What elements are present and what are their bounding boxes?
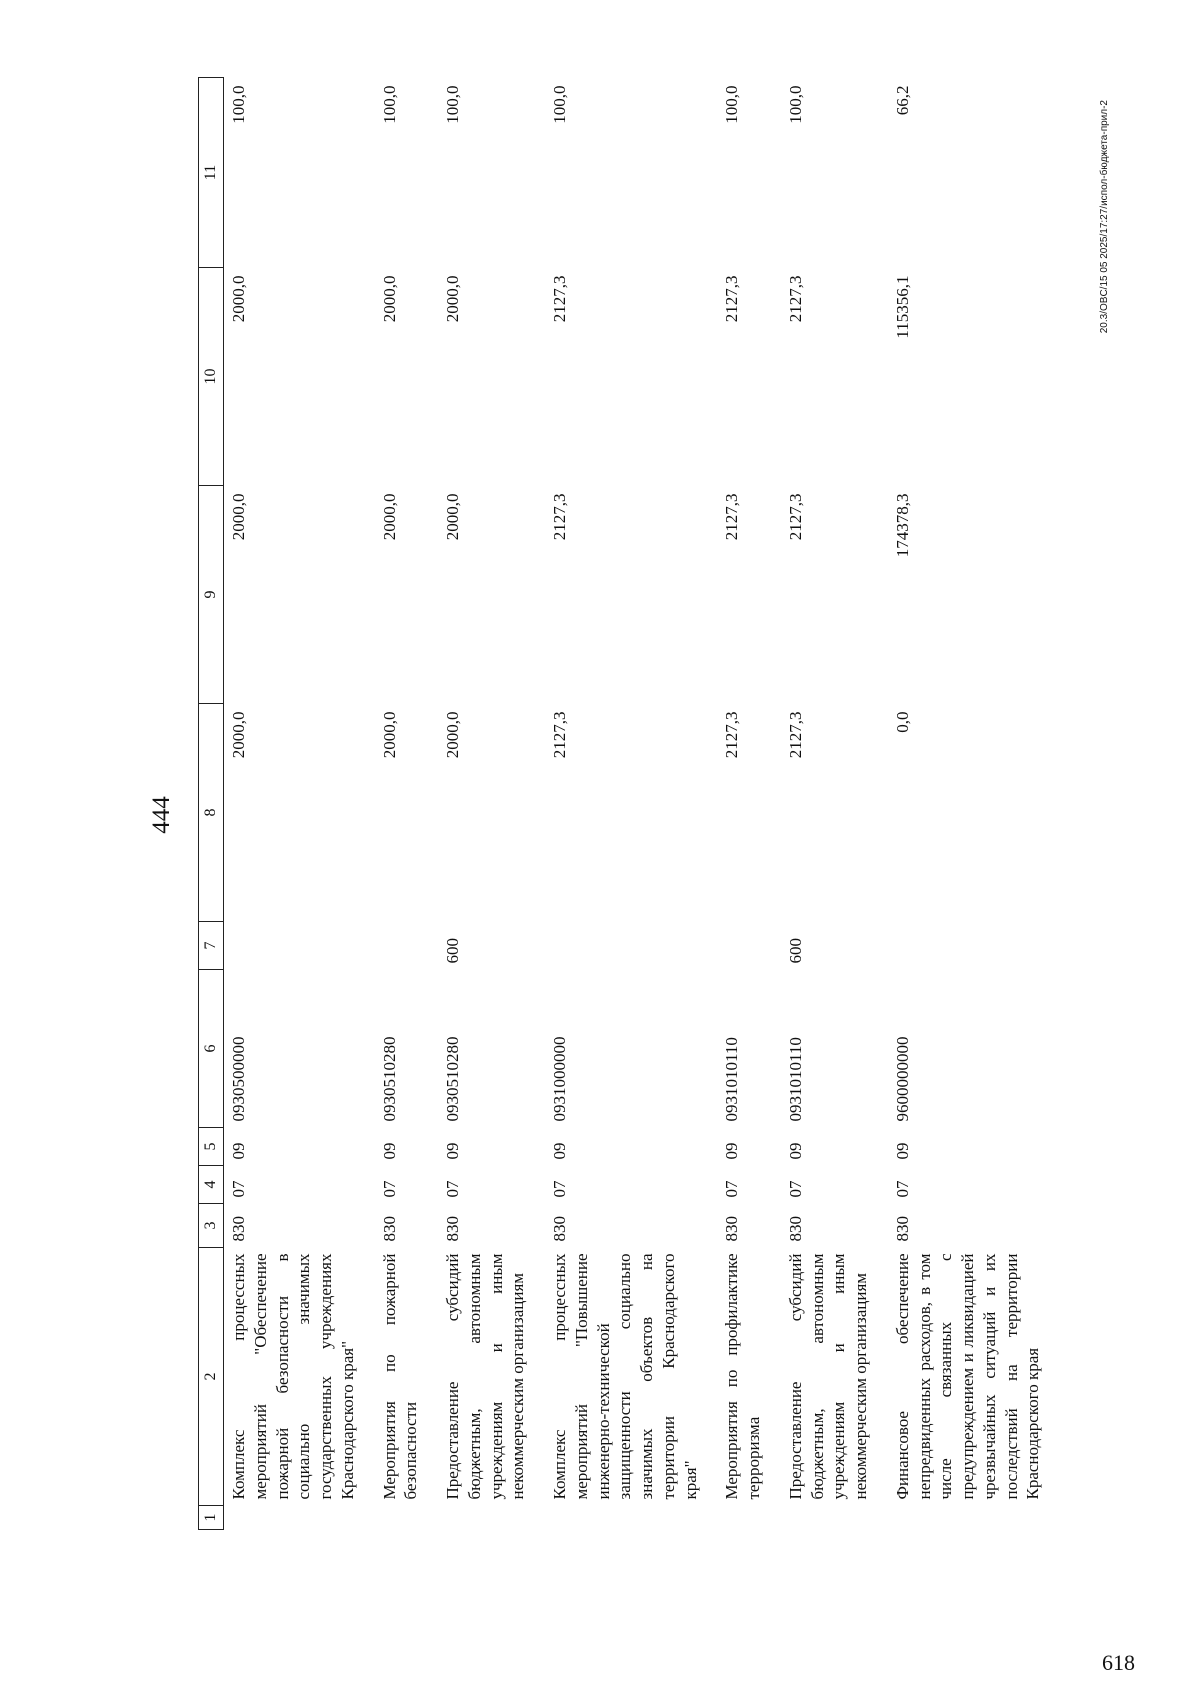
- cell-col8: 2000,0: [379, 711, 399, 759]
- cell-col8: 2127,3: [785, 711, 805, 759]
- cell-section: 07: [379, 1180, 399, 1198]
- cell-col1: [375, 1506, 439, 1530]
- table-row: [375, 78, 439, 1530]
- cell-name: Мероприятия по пожарной безопасности: [379, 1253, 421, 1500]
- cell-col10: 2127,3: [785, 275, 805, 323]
- cell-col11: 100,0: [443, 85, 462, 124]
- table-row: [224, 78, 375, 1530]
- cell-col8: 0,0: [892, 711, 912, 733]
- cell-section: 07: [443, 1180, 462, 1198]
- cell-section: 07: [550, 1180, 569, 1198]
- cell-name: Предоставление субсидий бюджетным, автономным учреждениям и иным некоммерческим организациям: [443, 1253, 528, 1500]
- cell-col8: 2127,3: [550, 711, 569, 759]
- cell-target-article: 0930510280: [379, 1036, 399, 1122]
- cell-col8: 2000,0: [229, 711, 248, 759]
- cell-name: Комплекс процессных мероприятий "Обеспечение пожарной безопасности в социально значимых государственных учреждениях Краснодарского края": [229, 1253, 357, 1500]
- cell-ministry-code: 830: [229, 1216, 248, 1242]
- cell-target-article: 0930500000: [229, 1036, 248, 1122]
- column-header: 3: [199, 1204, 224, 1248]
- cell-name: Финансовое обеспечение непредвиденных расходов, в том числе связанных с предупреждением и ликвидацией чрезвычайных ситуаций и их последствий на территории Краснодарского края: [892, 1253, 1043, 1500]
- cell-col11: 100,0: [550, 85, 569, 124]
- cell-target-article: 0931010110: [722, 1037, 742, 1122]
- cell-expense-type: [717, 922, 781, 970]
- cell-expense-type: [224, 922, 375, 970]
- cell-expense-type: [545, 922, 717, 970]
- column-header: 1: [199, 1506, 224, 1530]
- cell-col10: 2127,3: [722, 275, 742, 323]
- cell-col1: [781, 1506, 888, 1530]
- cell-col9: 2000,0: [443, 493, 462, 541]
- cell-subsection: 09: [550, 1142, 569, 1160]
- cell-subsection: 09: [722, 1142, 742, 1160]
- cell-target-article: 0931010110: [785, 1037, 805, 1122]
- cell-col1: [717, 1506, 781, 1530]
- table-row: [781, 78, 888, 1530]
- cell-subsection: 09: [379, 1142, 399, 1160]
- cell-expense-type: [375, 922, 439, 970]
- page-number: 618: [1102, 1650, 1135, 1675]
- cell-section: 07: [785, 1180, 805, 1198]
- column-header: 6: [199, 970, 224, 1128]
- cell-col1: [888, 1506, 1060, 1530]
- cell-section: 07: [892, 1180, 912, 1198]
- cell-ministry-code: 830: [722, 1216, 742, 1242]
- cell-col10: 2000,0: [379, 275, 399, 323]
- cell-col11: 100,0: [722, 85, 742, 124]
- cell-expense-type: [888, 922, 1060, 970]
- cell-subsection: 09: [892, 1142, 912, 1160]
- cell-col9: 2127,3: [722, 493, 742, 541]
- cell-col9: 2127,3: [550, 493, 569, 541]
- cell-ministry-code: 830: [443, 1216, 462, 1242]
- cell-col11: 100,0: [379, 85, 399, 124]
- cell-col11: 66,2: [892, 85, 912, 116]
- cell-expense-type: 600: [785, 938, 805, 964]
- rotated-page: [140, 70, 1140, 1560]
- cell-target-article: 0930510280: [443, 1036, 462, 1122]
- page-header-number: 444: [148, 796, 175, 834]
- cell-col10: 2127,3: [550, 275, 569, 323]
- column-header: 5: [199, 1128, 224, 1166]
- cell-section: 07: [229, 1180, 248, 1198]
- cell-target-article: 0931000000: [550, 1036, 569, 1122]
- cell-ministry-code: 830: [550, 1216, 569, 1242]
- column-header: 10: [199, 268, 224, 486]
- cell-name: Предоставление субсидий бюджетным, автономным учреждениям и иным некоммерческим организациям: [785, 1253, 870, 1500]
- footer-code: 20.3/OBC/15 05 2025/17:27/испол-бюджета-прил-2: [1099, 100, 1110, 334]
- cell-expense-type: 600: [443, 938, 462, 964]
- cell-name: Мероприятия по профилактике терроризма: [722, 1253, 763, 1500]
- cell-col11: 100,0: [785, 85, 805, 124]
- cell-col9: 2000,0: [379, 493, 399, 541]
- column-header: 8: [199, 704, 224, 922]
- column-header: 9: [199, 486, 224, 704]
- cell-col10: 115356,1: [892, 275, 912, 339]
- column-header: 4: [199, 1166, 224, 1204]
- cell-col1: [224, 1506, 375, 1530]
- cell-ministry-code: 830: [379, 1216, 399, 1242]
- table-row: [438, 78, 545, 1530]
- column-number-row: [199, 78, 224, 1530]
- cell-target-article: 9600000000: [892, 1036, 912, 1122]
- budget-table: [198, 77, 1060, 1530]
- table-row: [888, 78, 1060, 1530]
- cell-col10: 2000,0: [443, 275, 462, 323]
- cell-col10: 2000,0: [229, 275, 248, 323]
- cell-section: 07: [722, 1180, 742, 1198]
- table-row: [545, 78, 717, 1530]
- cell-ministry-code: 830: [785, 1216, 805, 1242]
- cell-col8: 2000,0: [443, 711, 462, 759]
- cell-name: Комплекс процессных мероприятий "Повышение инженерно-технической защищенности социально значимых объектов на территории Краснодарского края": [550, 1253, 700, 1500]
- cell-subsection: 09: [229, 1142, 248, 1160]
- table-row: [717, 78, 781, 1530]
- cell-col1: [438, 1506, 545, 1530]
- cell-subsection: 09: [443, 1142, 462, 1160]
- cell-col9: 2000,0: [229, 493, 248, 541]
- cell-col11: 100,0: [229, 85, 248, 124]
- cell-col1: [545, 1506, 717, 1530]
- column-header: 7: [199, 922, 224, 970]
- column-header: 11: [199, 78, 224, 268]
- column-header: 2: [199, 1248, 224, 1506]
- cell-ministry-code: 830: [892, 1216, 912, 1242]
- cell-col8: 2127,3: [722, 711, 742, 759]
- cell-col9: 174378,3: [892, 493, 912, 558]
- cell-subsection: 09: [785, 1142, 805, 1160]
- cell-col9: 2127,3: [785, 493, 805, 541]
